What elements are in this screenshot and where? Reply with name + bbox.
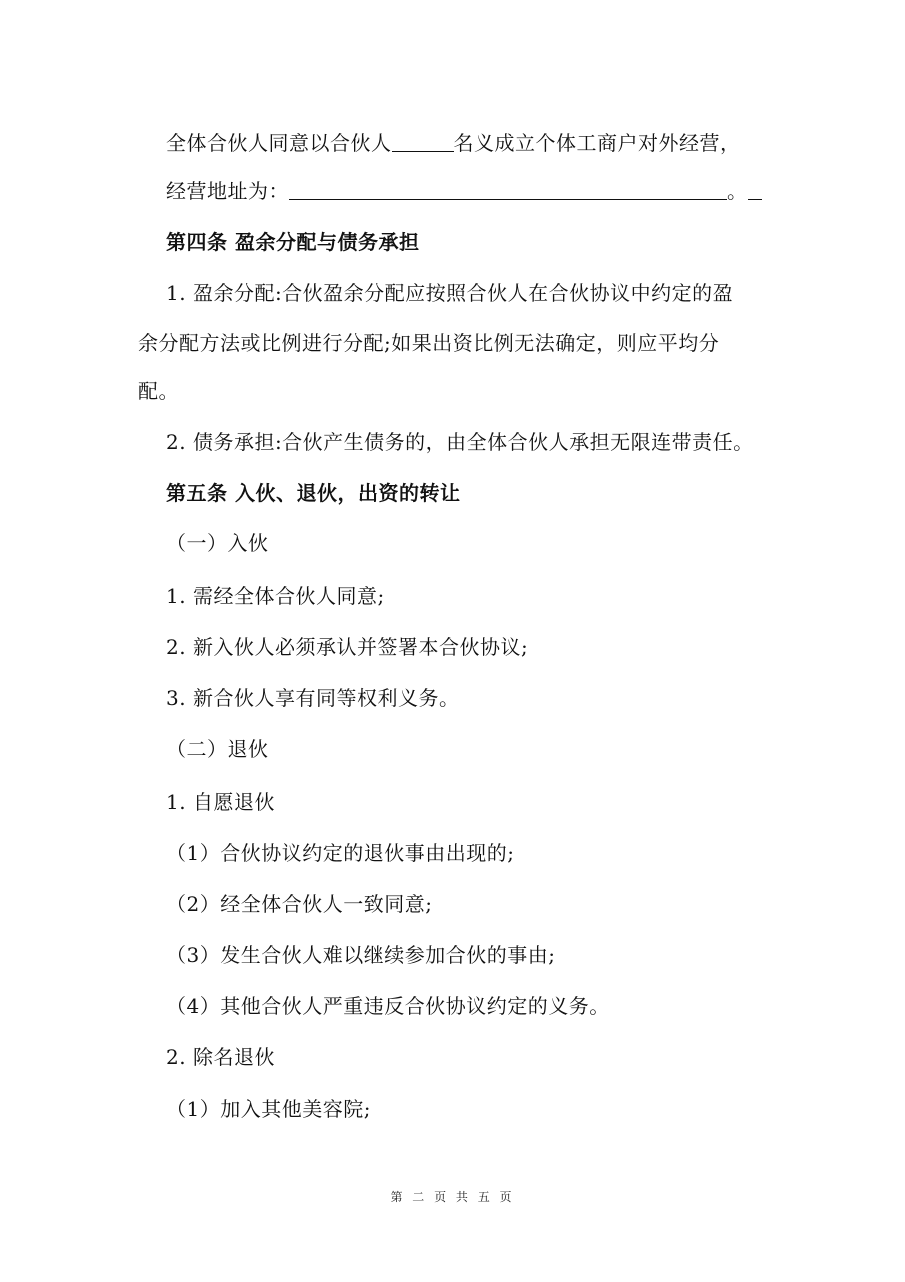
article-4-title: 第四条 盈余分配与债务承担 — [166, 230, 420, 254]
section-withdrawal-expulsion: 2. 除名退伙 — [166, 1045, 275, 1069]
voluntary-item-3: （3）发生合伙人难以继续参加合伙的事由; — [166, 943, 556, 967]
blank-partner-name — [392, 131, 454, 152]
section-joining-heading: （一）入伙 — [166, 531, 269, 555]
text-segment: 。 — [727, 179, 748, 203]
section-withdrawal-voluntary: 1. 自愿退伙 — [166, 790, 275, 814]
blank-address — [289, 179, 727, 200]
expulsion-item-1: （1）加入其他美容院; — [166, 1097, 371, 1121]
voluntary-item-1: （1）合伙协议约定的退伙事由出现的; — [166, 841, 515, 865]
article-4-item-1-line-1: 1. 盈余分配:合伙盈余分配应按照合伙人在合伙协议中约定的盈 — [166, 281, 734, 305]
section-joining-item-3: 3. 新合伙人享有同等权利义务。 — [166, 686, 460, 710]
paragraph-business-address — [166, 178, 762, 204]
section-joining-item-2: 2. 新入伙人必须承认并签署本合伙协议; — [166, 635, 529, 659]
article-4-item-1-line-3: 配。 — [138, 379, 179, 403]
voluntary-item-2: （2）经全体合伙人一致同意; — [166, 892, 433, 916]
text-segment: 经营地址为： — [166, 179, 289, 203]
voluntary-item-4: （4）其他合伙人严重违反合伙协议约定的义务。 — [166, 994, 610, 1018]
paragraph-business-name — [166, 130, 741, 156]
text-segment: 名义成立个体工商户对外经营， — [453, 131, 741, 155]
blank-address-tail — [748, 179, 762, 200]
section-withdrawal-heading: （二）退伙 — [166, 737, 269, 761]
article-4-item-2: 2. 债务承担:合伙产生债务的，由全体合伙人承担无限连带责任。 — [166, 430, 754, 454]
article-4-item-1-line-2: 余分配方法或比例进行分配;如果出资比例无法确定，则应平均分 — [138, 331, 720, 355]
text-segment: 全体合伙人同意以合伙人 — [166, 131, 392, 155]
section-joining-item-1: 1. 需经全体合伙人同意; — [166, 584, 385, 608]
article-5-title: 第五条 入伙、退伙，出资的转让 — [166, 481, 461, 505]
page-footer: 第 二 页 共 五 页 — [390, 1190, 515, 1204]
